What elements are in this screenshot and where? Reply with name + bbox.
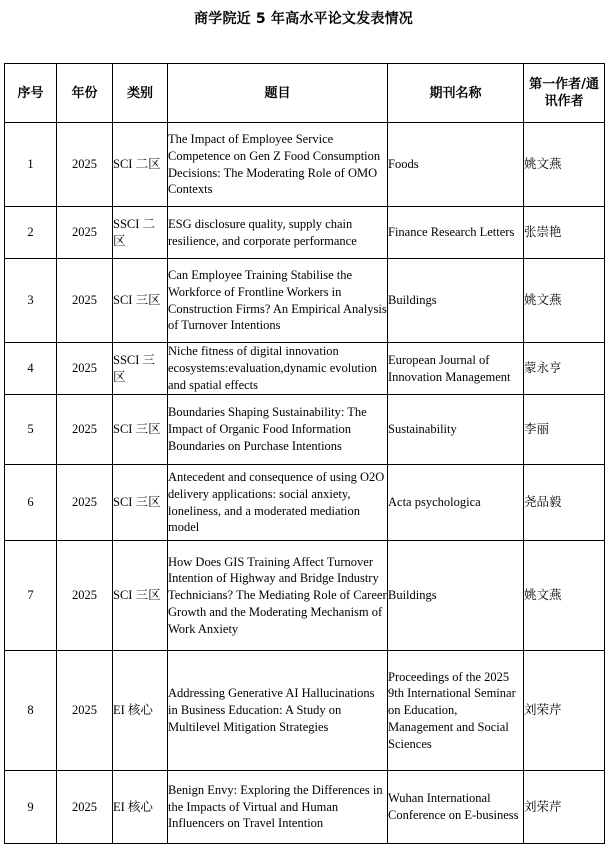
cell-year: 2025 (57, 651, 113, 771)
cell-journal: Sustainability (388, 395, 524, 465)
cell-journal: Foods (388, 123, 524, 207)
cell-year: 2025 (57, 343, 113, 395)
cell-title: The Impact of Employee Service Competence on Gen Z Food Consumption Decisions: The Moderating Role of OMO Contexts (168, 123, 388, 207)
page-title: 商学院近 5 年高水平论文发表情况 (194, 11, 413, 27)
cell-author: 蒙永亨 (524, 343, 605, 395)
cell-no: 1 (5, 123, 57, 207)
header-no: 序号 (5, 64, 57, 123)
table-row (5, 465, 605, 541)
cell-author: 姚文燕 (524, 123, 605, 207)
cell-title: ESG disclosure quality, supply chain resilience, and corporate performance (168, 207, 388, 259)
cell-year: 2025 (57, 395, 113, 465)
cell-year: 2025 (57, 465, 113, 541)
cell-type: SCI 三区 (113, 259, 168, 343)
cell-type: SSCI 三区 (113, 343, 168, 395)
cell-year: 2025 (57, 207, 113, 259)
cell-type: SCI 二区 (113, 123, 168, 207)
table-row (5, 259, 605, 343)
table-header-row (5, 64, 605, 123)
cell-no: 3 (5, 259, 57, 343)
cell-author: 张崇艳 (524, 207, 605, 259)
papers-table (4, 63, 605, 844)
table-row (5, 343, 605, 395)
cell-journal: Buildings (388, 541, 524, 651)
cell-no: 8 (5, 651, 57, 771)
cell-journal: Buildings (388, 259, 524, 343)
cell-author: 刘荣芹 (524, 651, 605, 771)
cell-author: 姚文燕 (524, 259, 605, 343)
cell-journal: Finance Research Letters (388, 207, 524, 259)
cell-author: 李丽 (524, 395, 605, 465)
cell-type: EI 核心 (113, 651, 168, 771)
cell-no: 6 (5, 465, 57, 541)
cell-title: Antecedent and consequence of using O2O delivery applications: social anxiety, loneliness, and a moderated mediation model (168, 465, 388, 541)
cell-author: 姚文燕 (524, 541, 605, 651)
table-row (5, 541, 605, 651)
cell-author: 尧品毅 (524, 465, 605, 541)
table-row (5, 651, 605, 771)
table-row (5, 395, 605, 465)
cell-year: 2025 (57, 541, 113, 651)
cell-title: Boundaries Shaping Sustainability: The Impact of Organic Food Information Boundaries on Purchase Intentions (168, 395, 388, 465)
cell-title: Can Employee Training Stabilise the Workforce of Frontline Workers in Construction Firms? An Empirical Analysis of Turnover Intentions (168, 259, 388, 343)
cell-type: EI 核心 (113, 771, 168, 844)
cell-no: 5 (5, 395, 57, 465)
cell-title: Addressing Generative AI Hallucinations in Business Education: A Study on Multilevel Mitigation Strategies (168, 651, 388, 771)
header-title: 题目 (168, 64, 388, 123)
cell-no: 2 (5, 207, 57, 259)
cell-year: 2025 (57, 123, 113, 207)
cell-no: 4 (5, 343, 57, 395)
header-author: 第一作者/通讯作者 (524, 64, 605, 123)
cell-title: How Does GIS Training Affect Turnover Intention of Highway and Bridge Industry Technicians? The Mediating Role of Career Growth and the Moderating Mechanism of Work Anxiety (168, 541, 388, 651)
cell-no: 9 (5, 771, 57, 844)
cell-journal: Proceedings of the 2025 9th International Seminar on Education, Management and Social Sciences (388, 651, 524, 771)
header-journal: 期刊名称 (388, 64, 524, 123)
cell-journal: Acta psychologica (388, 465, 524, 541)
header-year: 年份 (57, 64, 113, 123)
cell-journal: Wuhan International Conference on E-business (388, 771, 524, 844)
cell-title: Niche fitness of digital innovation ecosystems:evaluation,dynamic evolution and spatial effects (168, 343, 388, 395)
cell-type: SCI 三区 (113, 541, 168, 651)
cell-year: 2025 (57, 259, 113, 343)
table-row (5, 207, 605, 259)
cell-title: Benign Envy: Exploring the Differences in the Impacts of Virtual and Human Influencers on Travel Intention (168, 771, 388, 844)
header-type: 类别 (113, 64, 168, 123)
cell-type: SCI 三区 (113, 465, 168, 541)
cell-type: SSCI 二区 (113, 207, 168, 259)
table-row (5, 771, 605, 844)
cell-author: 刘荣芹 (524, 771, 605, 844)
cell-type: SCI 三区 (113, 395, 168, 465)
cell-no: 7 (5, 541, 57, 651)
table-row (5, 123, 605, 207)
cell-journal: European Journal of Innovation Management (388, 343, 524, 395)
cell-year: 2025 (57, 771, 113, 844)
